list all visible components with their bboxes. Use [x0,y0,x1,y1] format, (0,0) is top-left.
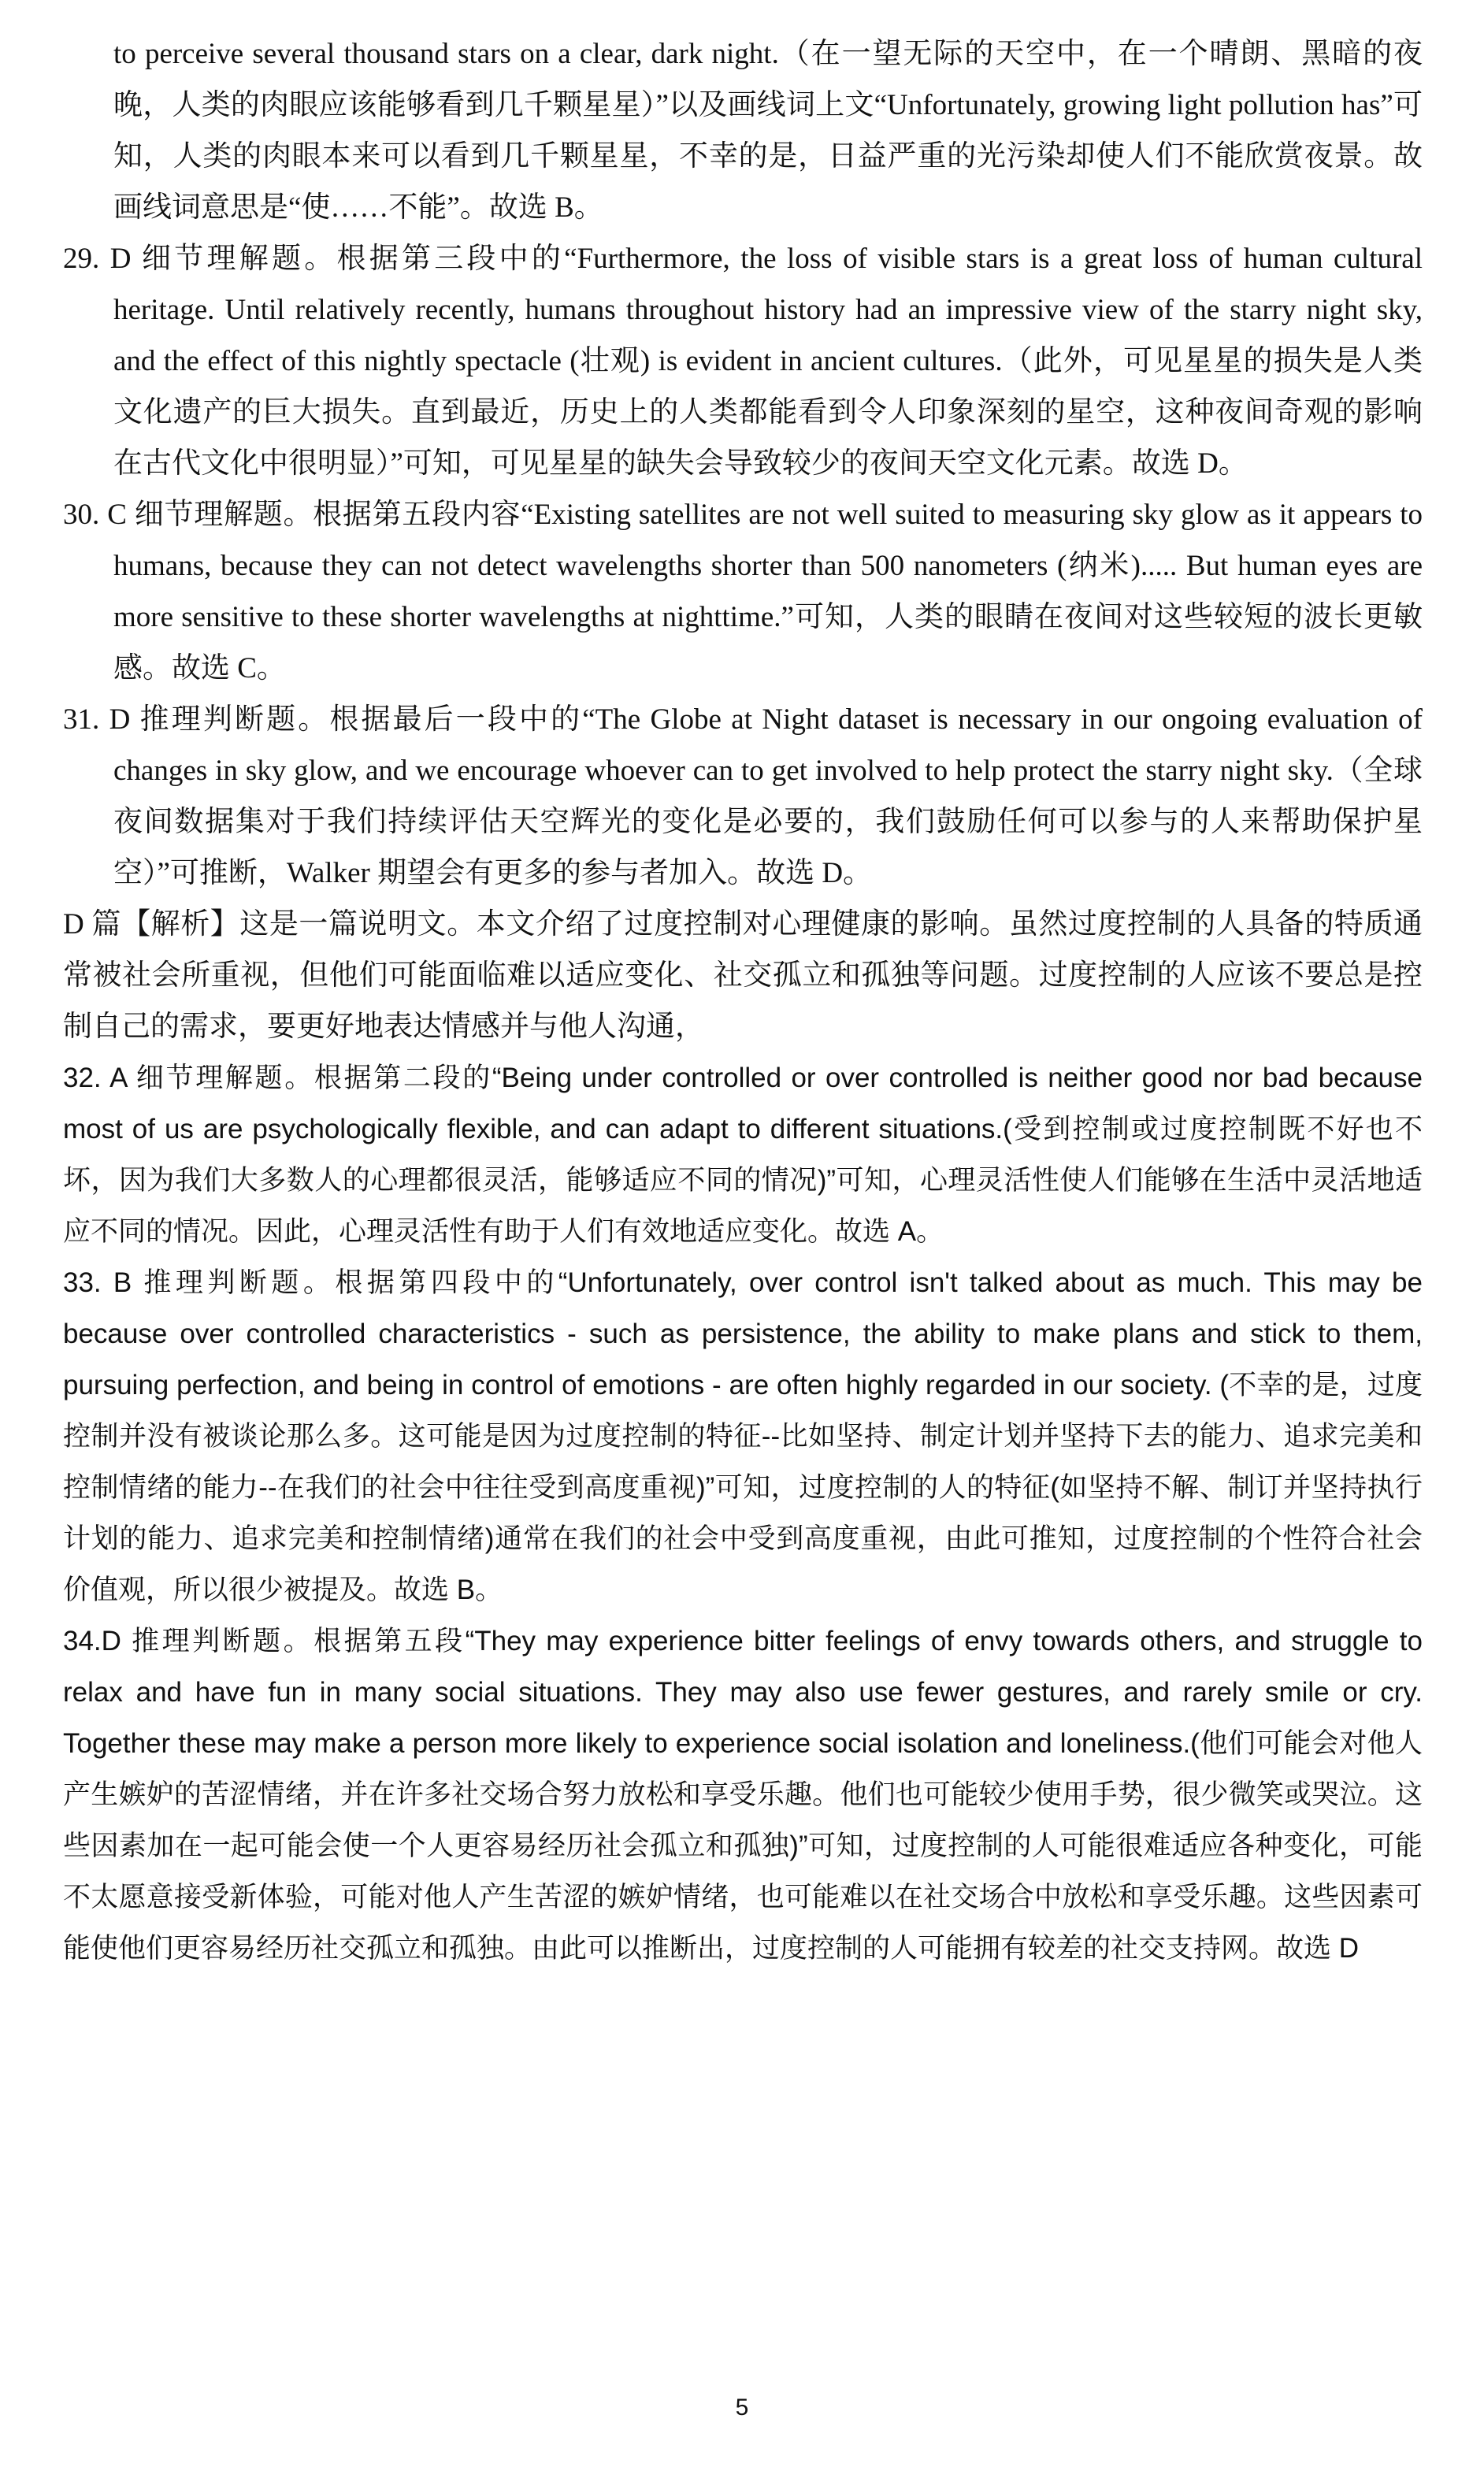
answer-explanation-32: 32. A 细节理解题。根据第二段的“Being under controlled or over controlled is neither good nor bad because most of us are psychologically flexible, and can adapt to different situations.(受到控制或过度控制既不好也不坏，因为我们大多数人的心理都很灵活，能够适应不同的情况)”可知，心理灵活性使人们能够在生活中灵活地适应不同的情况。因此，心理灵活性有助于人们有效地适应变化。故选 A。 [63,1063,1423,1247]
document-body [63,28,1423,1974]
answer-explanation-28-continued: to perceive several thousand stars on a clear, dark night.（在一望无际的天空中，在一个晴朗、黑暗的夜晚，人类的肉眼应该能够看到几千颗星星）”以及画线词上文“Unfortunately, growing light pollution has”可知，人类的肉眼本来可以看到几千颗星星，不幸的是，日益严重的光污染却使人们不能欣赏夜景。故画线词意思是“使……不能”。故选 B。 [113,38,1423,224]
passage-d-analysis: D 篇【解析】这是一篇说明文。本文介绍了过度控制对心理健康的影响。虽然过度控制的人具备的特质通常被社会所重视，但他们可能面临难以适应变化、社交孤立和孤独等问题。过度控制的人应该不要总是控制自己的需求，要更好地表达情感并与他人沟通， [63,908,1423,1043]
answer-explanation-29: 29. D 细节理解题。根据第三段中的“Furthermore, the loss of visible stars is a great loss of human cultural heritage. Until relatively recently, humans throughout history had an impressive view of the starry night sky, and the effect of this nightly spectacle (壮观) is evident in ancient cultures.（此外，可见星星的损失是人类文化遗产的巨大损失。直到最近，历史上的人类都能看到令人印象深刻的星空，这种夜间奇观的影响在古代文化中很明显）”可知，可见星星的缺失会导致较少的夜间天空文化元素。故选 D。 [63,243,1423,480]
answer-explanation-34: 34.D 推理判断题。根据第五段“They may experience bitter feelings of envy towards others, and struggle to relax and have fun in many social situations. They may also use fewer gestures, and rarely smile or cry. Together these may make a person more likely to experience social isolation and loneliness.(他们可能会对他人产生嫉妒的苦涩情绪，并在许多社交场合努力放松和享受乐趣。他们也可能较少使用手势，很少微笑或哭泣。这些因素加在一起可能会使一个人更容易经历社会孤立和孤独)”可知，过度控制的人可能很难适应各种变化，可能不太愿意接受新体验，可能对他人产生苦涩的嫉妒情绪，也可能难以在社交场合中放松和享受乐趣。这些因素可能使他们更容易经历社交孤立和孤独。由此可以推断出，过度控制的人可能拥有较差的社交支持网。故选 D [63,1626,1423,1964]
answer-explanation-33: 33. B 推理判断题。根据第四段中的“Unfortunately, over control isn't talked about as much. This may be because over controlled characteristics - such as persistence, the ability to make plans and stick to them, pursuing perfection, and being in control of emotions - are often highly regarded in our society. (不幸的是，过度控制并没有被谈论那么多。这可能是因为过度控制的特征--比如坚持、制定计划并坚持下去的能力、追求完美和控制情绪的能力--在我们的社会中往往受到高度重视)”可知，过度控制的人的特征(如坚持不解、制订并坚持执行计划的能力、追求完美和控制情绪)通常在我们的社会中受到高度重视，由此可推知，过度控制的个性符合社会价值观，所以很少被提及。故选 B。 [63,1267,1423,1605]
answer-explanation-30: 30. C 细节理解题。根据第五段内容“Existing satellites are not well suited to measuring sky glow as it appears to humans, because they can not detect wavelengths shorter than 500 nanometers (纳米)..... But human eyes are more sensitive to these shorter wavelengths at nighttime.”可知，人类的眼睛在夜间对这些较短的波长更敏感。故选 C。 [63,499,1423,684]
answer-explanation-31: 31. D 推理判断题。根据最后一段中的“The Globe at Night dataset is necessary in our ongoing evaluation of changes in sky glow, and we encourage whoever can to get involved to help protect the starry night sky.（全球夜间数据集对于我们持续评估天空辉光的变化是必要的，我们鼓励任何可以参与的人来帮助保护星空）”可推断，Walker 期望会有更多的参与者加入。故选 D。 [63,703,1423,889]
page-number: 5 [735,2395,749,2421]
